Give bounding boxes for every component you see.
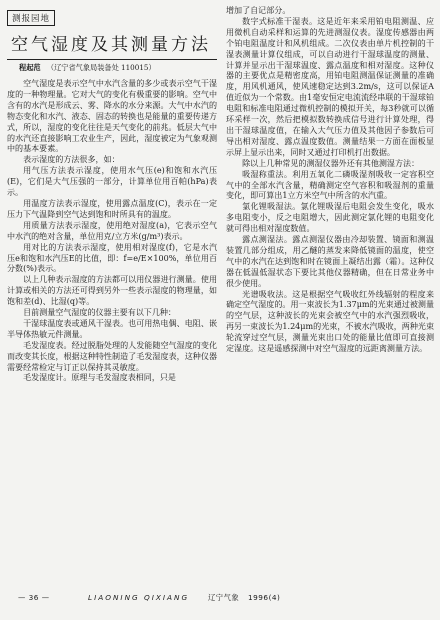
- paragraph: 吸湿称重法。利用五氧化二磷吸湿剂吸收一定容积空气中的全部水汽含量，精确测定空气容积和吸湿剂的重量变化，即可算出1立方米空气中所含的水汽重。: [226, 169, 434, 201]
- section-tag: 测报园地: [7, 10, 55, 26]
- page-number: — 36 —: [18, 593, 50, 602]
- title-rule: [7, 59, 217, 60]
- paragraph: 用气压方法表示湿度，使用水气压(e)和饱和水汽压(E)，它们是大气压强的一部分，计算单位用百帕(hPa)表示。: [7, 166, 217, 198]
- paragraph: 毛发湿度计。原理与毛发湿度表相同，只是: [23, 373, 176, 383]
- paragraph: 干湿球温度表或通风干湿表。也可用热电偶、电阻、嵌半导体热敏元件测量。: [7, 318, 217, 339]
- paragraph: 增加了自记部分。: [226, 6, 291, 15]
- paragraph: 光谱吸收法。这是根据空气吸收红外线辐射的程度来确定空气湿度的。用一束波长为1.37μm的光束通过被测量的空气层，这种波长的光束会被空气中的水汽强烈吸收，再另一束波长为1.24μm的光束，不被水汽吸收，两种光束轮流穿过空气层，测量光束出口处的能量比值即可直接测定湿度。这是遥感探测中对空气湿度的远距离测量方法。: [226, 289, 434, 354]
- paragraph: 数字式标准干湿表。这是近年来采用铂电阻测温、应用微机自动采样和运算的先进测湿仪表。湿度传感器由两个铂电阻温度计和风机组成。二次仪表由单片机控制的干湿表测量计算仪组成，可以自动进行干湿球温度的测量、计算并显示出干湿球温度、露点温度和相对湿度。这种仪器的主要优点是精密度高，用铂电阻测温保证测量的准确度，用风机通风，使风速稳定达到3.2m/s，这可以保证A值近似为一个常数。由1毫安恒定电流流经串联的干湿球铂电阻和标准电阻通过微机控制的模拟开关，每3秒就可以循环采样一次，然后把模拟数转换成信号进行计算处理，得出干湿球温度值，在输入大气压力值及其他因子参数后可导出相对湿度、露点温度数值。测量结果一方面在面板显示屏上显示出来，同时又通过打印机打出数据。: [226, 16, 434, 157]
- paragraph: 空气湿度是表示空气中水汽含量的多少或表示空气干湿度的一种物理量。它对大气的变化有极重要的影响。空气中含有的水汽是形成云、雾、降水的水分来源。大气中水汽的物态变化和水汽、液态、固态的转换也是能量的重要传递方式，所以，湿度的变化往往是天气变化的前兆。低层大气中的水汽还直接影响工农业生产，因此，湿度被定为气象观测中的基本要素。: [7, 79, 217, 154]
- right-column: [226, 6, 434, 355]
- paragraph: 用质量方法表示湿度，使用绝对湿度(a)，它表示空气中水汽的绝对含量，单位用克/立方米(g/m³)表示。: [7, 220, 217, 241]
- byline: [7, 63, 217, 73]
- journal-name-cn: 辽宁气象: [208, 593, 240, 602]
- journal-name-roman: LIAONING QIXIANG: [88, 593, 190, 602]
- article-title: 空气湿度及其测量方法: [11, 35, 211, 55]
- journal-issue: 1996(4): [248, 593, 281, 602]
- paragraph: 毛发湿度表。经过脱脂处理的人发能随空气湿度的变化而改变其长度，根据这种特性制造了毛发湿度表，这种仪器需要经常检定与订正以保持其灵敏度。: [7, 340, 217, 372]
- left-column: [7, 6, 217, 384]
- affiliation: （辽宁省气象局装备处 110015）: [46, 63, 156, 72]
- left-body: [7, 79, 217, 384]
- paragraph: 氯化锂吸湿法。氯化锂吸湿后电阻会发生变化，吸水多电阻变小，反之电阻增大，因此测定氯化锂的电阻变化就可得出相对湿度数值。: [226, 202, 434, 234]
- paragraph: 露点测湿法。露点测湿仪器由冷却装置、镜面和测温装置几部分组成，用乙醚的蒸发来降低镜面的温度，使空气中的水汽在达到饱和时在镜面上凝结出露（霜）。这种仪器在低温低湿状态下要比其他仪器精确，但在日常业务中很少使用。: [226, 235, 434, 288]
- paragraph: 目前测量空气湿度的仪器主要有以下几种：: [23, 308, 176, 318]
- paragraph: 表示湿度的方法很多，如：: [23, 155, 120, 165]
- paragraph: 用温度方法表示湿度，使用露点温度(C)，表示在一定压力下气温降到空气达到饱和时所具有的温度。: [7, 198, 217, 219]
- author: 程起范: [19, 63, 41, 72]
- paragraph: 用对比的方法表示湿度，使用相对湿度(f)，它是水汽压e和饱和水汽压E的比值，即：f=e/E×100%，单位用百分数(%)表示。: [7, 242, 217, 274]
- right-body: [226, 6, 434, 355]
- paragraph: 除以上几种常见的测湿仪器外还有其他测湿方法：: [242, 158, 420, 168]
- paragraph: 以上几种表示湿度的方法都可以用仪器进行测量。使用计算或相关的方法还可得到另外一些表示湿度的物理量，如饱和差(d)、比湿(q)等。: [7, 275, 217, 307]
